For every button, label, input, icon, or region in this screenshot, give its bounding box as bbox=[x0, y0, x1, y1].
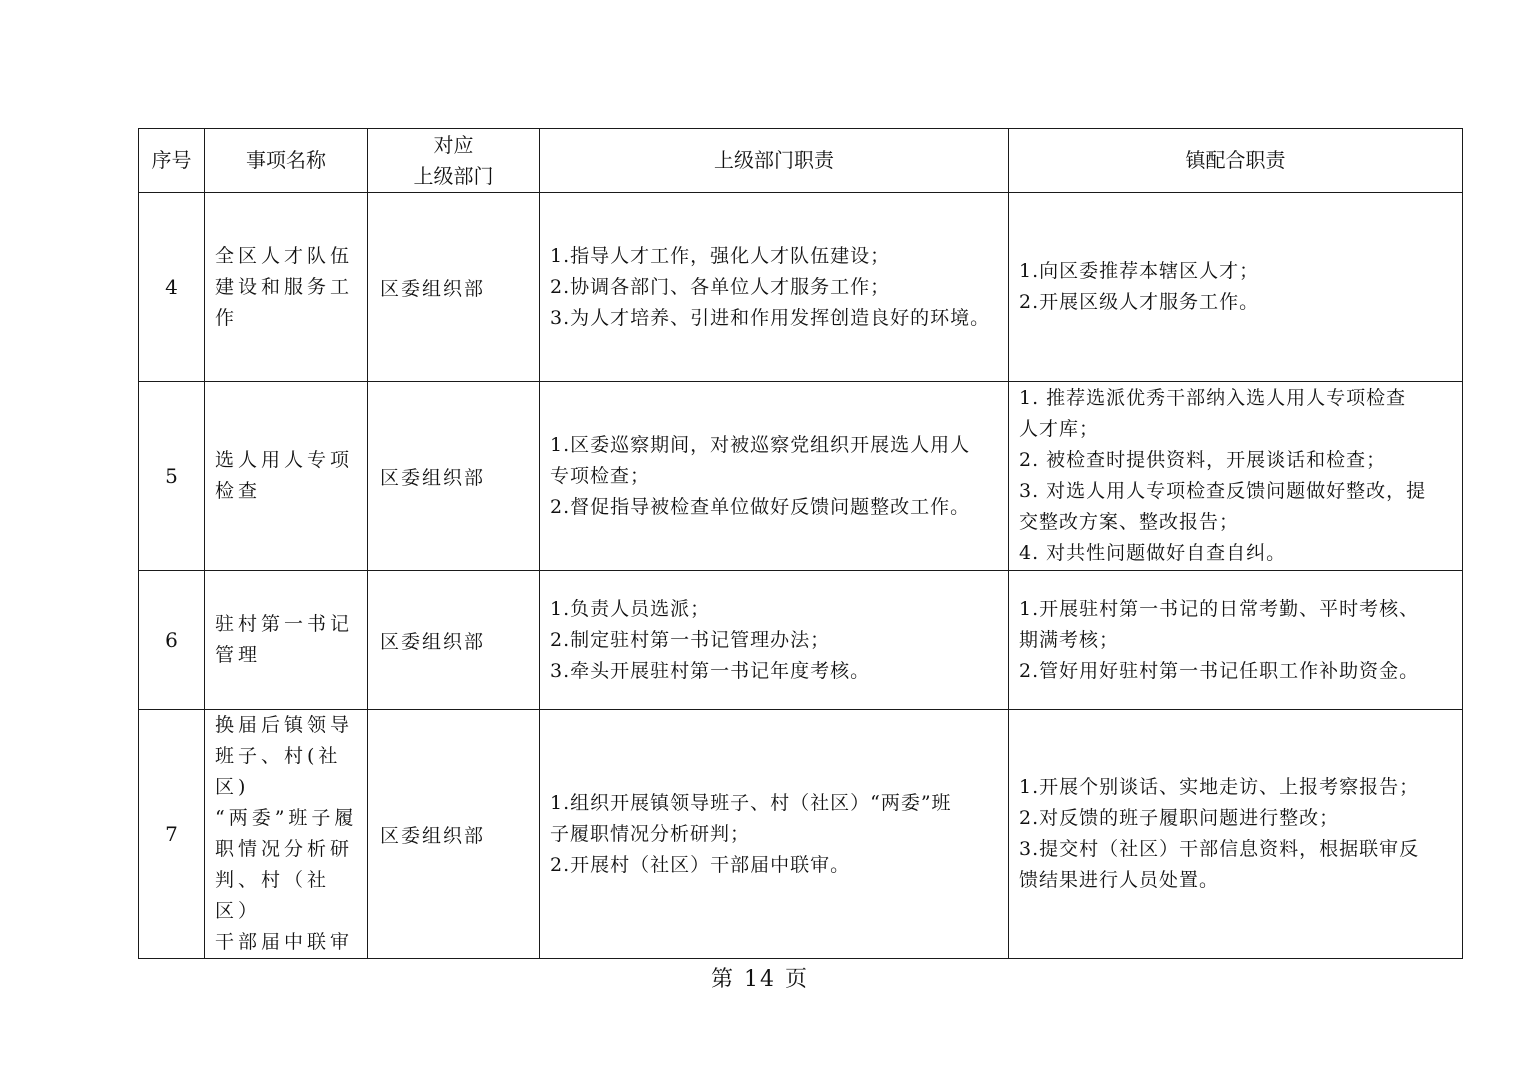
item-name-line: 职情况分析研 bbox=[215, 838, 354, 860]
item-name-line: 管理 bbox=[215, 644, 262, 666]
row-upper-duty bbox=[540, 710, 1009, 959]
row-item-name bbox=[205, 571, 368, 710]
item-name-line: 干部届中联审 bbox=[215, 931, 354, 953]
table-header-row bbox=[139, 129, 1463, 193]
row-dept: 区委组织部 bbox=[368, 571, 540, 710]
duty-line: 1.组织开展镇领导班子、村（社区）“两委”班 bbox=[550, 791, 952, 814]
row-seq: 7 bbox=[139, 710, 205, 959]
row-seq: 6 bbox=[139, 571, 205, 710]
row-town-duty bbox=[1009, 193, 1463, 382]
row-item-name bbox=[205, 710, 368, 959]
row-town-duty bbox=[1009, 710, 1463, 959]
duty-line: 2.开展村（社区）干部届中联审。 bbox=[550, 853, 851, 876]
header-upper-dept-line2: 上级部门 bbox=[413, 163, 494, 188]
duty-line: 3. 对选人用人专项检查反馈问题做好整改，提 bbox=[1019, 480, 1427, 502]
duty-line: 3.提交村（社区）干部信息资料，根据联审反 bbox=[1019, 838, 1420, 860]
duty-line: 1. 推荐选派优秀干部纳入选人用人专项检查 bbox=[1019, 387, 1407, 409]
header-upper-dept-line1: 对应 bbox=[433, 132, 474, 157]
row-item-name bbox=[205, 382, 368, 571]
duty-line: 2.督促指导被检查单位做好反馈问题整改工作。 bbox=[550, 495, 971, 518]
row-upper-duty bbox=[540, 571, 1009, 710]
item-name-line: 换届后镇领导 bbox=[215, 714, 354, 736]
duty-line: 期满考核； bbox=[1019, 628, 1120, 651]
item-name-line: 判、村（社区） bbox=[215, 869, 331, 922]
item-name-line: 全区人才队伍 bbox=[215, 244, 354, 267]
duty-line: 2.对反馈的班子履职问题进行整改； bbox=[1019, 807, 1340, 829]
header-town-duty: 镇配合职责 bbox=[1009, 129, 1463, 193]
duty-line: 2.管好用好驻村第一书记任职工作补助资金。 bbox=[1019, 659, 1420, 682]
duty-line: 2.制定驻村第一书记管理办法； bbox=[550, 628, 831, 651]
duty-line: 3.为人才培养、引进和作用发挥创造良好的环境。 bbox=[550, 306, 991, 329]
duty-line: 1.负责人员选派； bbox=[550, 597, 711, 620]
duty-line: 1.开展驻村第一书记的日常考勤、平时考核、 bbox=[1019, 597, 1420, 620]
duty-line: 1.指导人才工作，强化人才队伍建设； bbox=[550, 244, 891, 267]
duty-line: 子履职情况分析研判； bbox=[550, 822, 751, 845]
duty-line: 1.向区委推荐本辖区人才； bbox=[1019, 260, 1260, 282]
header-upper-duty: 上级部门职责 bbox=[540, 129, 1009, 193]
duty-line: 1.开展个别谈话、实地走访、上报考察报告； bbox=[1019, 776, 1420, 798]
row-upper-duty bbox=[540, 382, 1009, 571]
duty-line: 人才库； bbox=[1019, 418, 1100, 440]
duty-line: 1.区委巡察期间，对被巡察党组织开展选人用人 bbox=[550, 433, 971, 456]
row-seq: 5 bbox=[139, 382, 205, 571]
duty-line: 专项检查； bbox=[550, 464, 651, 487]
row-item-name bbox=[205, 193, 368, 382]
row-dept: 区委组织部 bbox=[368, 382, 540, 571]
row-upper-duty bbox=[540, 193, 1009, 382]
item-name-line: 选人用人专项 bbox=[215, 449, 354, 471]
duty-line: 交整改方案、整改报告； bbox=[1019, 511, 1240, 533]
row-seq: 4 bbox=[139, 193, 205, 382]
duty-line: 4. 对共性问题做好自查自纠。 bbox=[1019, 542, 1287, 564]
duty-line: 3.牵头开展驻村第一书记年度考核。 bbox=[550, 659, 871, 682]
item-name-line: 检查 bbox=[215, 480, 262, 502]
page-number: 第 14 页 bbox=[711, 967, 809, 992]
duty-table bbox=[138, 128, 1463, 959]
row-town-duty bbox=[1009, 382, 1463, 571]
duty-line: 2. 被检查时提供资料，开展谈话和检查； bbox=[1019, 449, 1387, 471]
table-row bbox=[139, 571, 1463, 710]
table-row bbox=[139, 382, 1463, 571]
table-row bbox=[139, 710, 1463, 959]
header-item-name: 事项名称 bbox=[205, 129, 368, 193]
item-name-line: 班子、村(社区) bbox=[215, 745, 342, 798]
row-dept: 区委组织部 bbox=[368, 193, 540, 382]
row-dept: 区委组织部 bbox=[368, 710, 540, 959]
table-row bbox=[139, 193, 1463, 382]
duty-line: 2.协调各部门、各单位人才服务工作； bbox=[550, 275, 891, 298]
item-name-line: 驻村第一书记 bbox=[215, 613, 354, 635]
item-name-line: 建设和服务工 bbox=[215, 275, 354, 298]
duty-line: 馈结果进行人员处置。 bbox=[1019, 869, 1220, 891]
header-upper-dept bbox=[368, 129, 540, 193]
item-name-line: 作 bbox=[215, 306, 239, 329]
row-town-duty bbox=[1009, 571, 1463, 710]
header-seq: 序号 bbox=[139, 129, 205, 193]
item-name-line: “两委”班子履 bbox=[215, 807, 358, 829]
duty-line: 2.开展区级人才服务工作。 bbox=[1019, 291, 1260, 313]
